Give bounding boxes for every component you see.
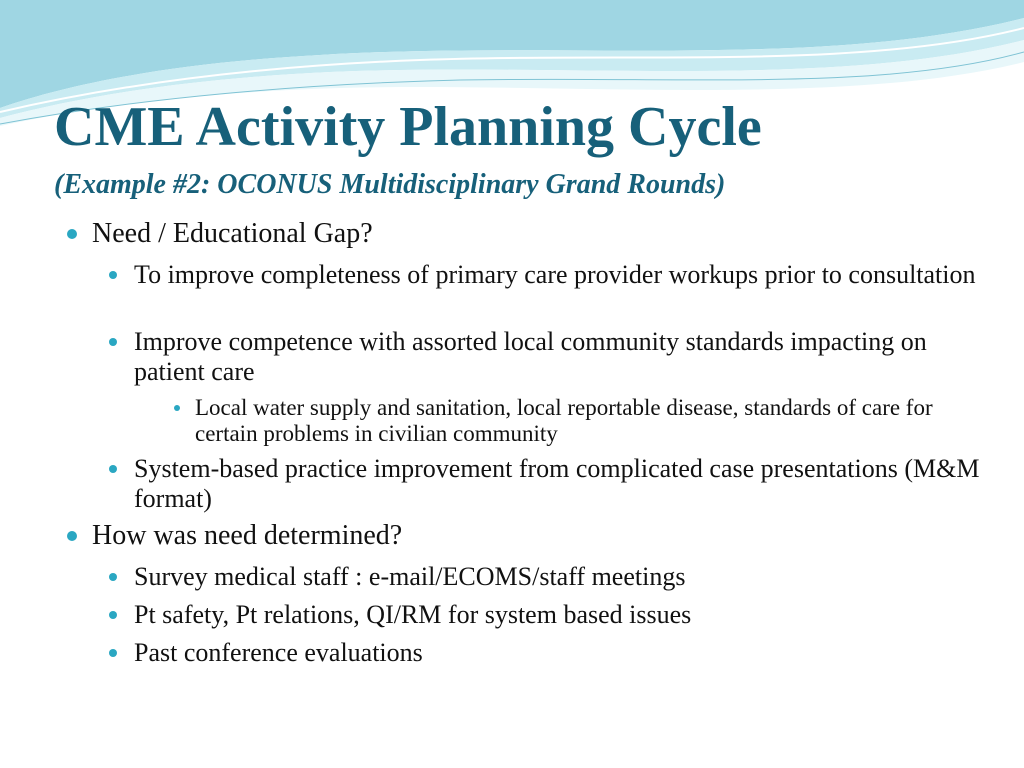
slide-title: CME Activity Planning Cycle [54,96,762,158]
bullet-text: How was need determined? [92,520,403,551]
bullet-past-evaluations [134,638,994,668]
bullet-text: System-based practice improvement from complicated case presentations (M&M format) [134,454,980,513]
bullet-text: Past conference evaluations [134,638,423,667]
bullet-dot-icon [109,649,117,657]
bullet-dot-icon [109,611,117,619]
bullet-text: To improve completeness of primary care provider workups prior to consultation [134,260,976,289]
bullet-dot-icon [67,531,77,541]
bullet-dot-icon [109,271,117,279]
bullet-text: Improve competence with assorted local community standards impacting on patient care [134,327,927,386]
bullet-dot-icon [109,338,117,346]
bullet-survey [134,562,994,592]
bullet-dot-icon [109,465,117,473]
bullet-text: Survey medical staff : e-mail/ECOMS/staff meetings [134,562,686,591]
bullet-completeness [134,260,994,290]
bullet-dot-icon [174,405,180,411]
slide-subtitle: (Example #2: OCONUS Multidisciplinary Grand Rounds) [54,169,726,200]
bullet-system-based [134,454,994,514]
bullet-text: Local water supply and sanitation, local reportable disease, standards of care for certain problems in civilian community [195,395,933,446]
bullet-need-determined [92,520,992,552]
bullet-need-gap [92,218,992,250]
bullet-text: Need / Educational Gap? [92,218,373,249]
bullet-local-standards [195,395,995,447]
bullet-text: Pt safety, Pt relations, QI/RM for system based issues [134,600,692,629]
bullet-pt-safety [134,600,994,630]
bullet-dot-icon [67,229,77,239]
bullet-dot-icon [109,573,117,581]
bullet-competence [134,327,994,387]
